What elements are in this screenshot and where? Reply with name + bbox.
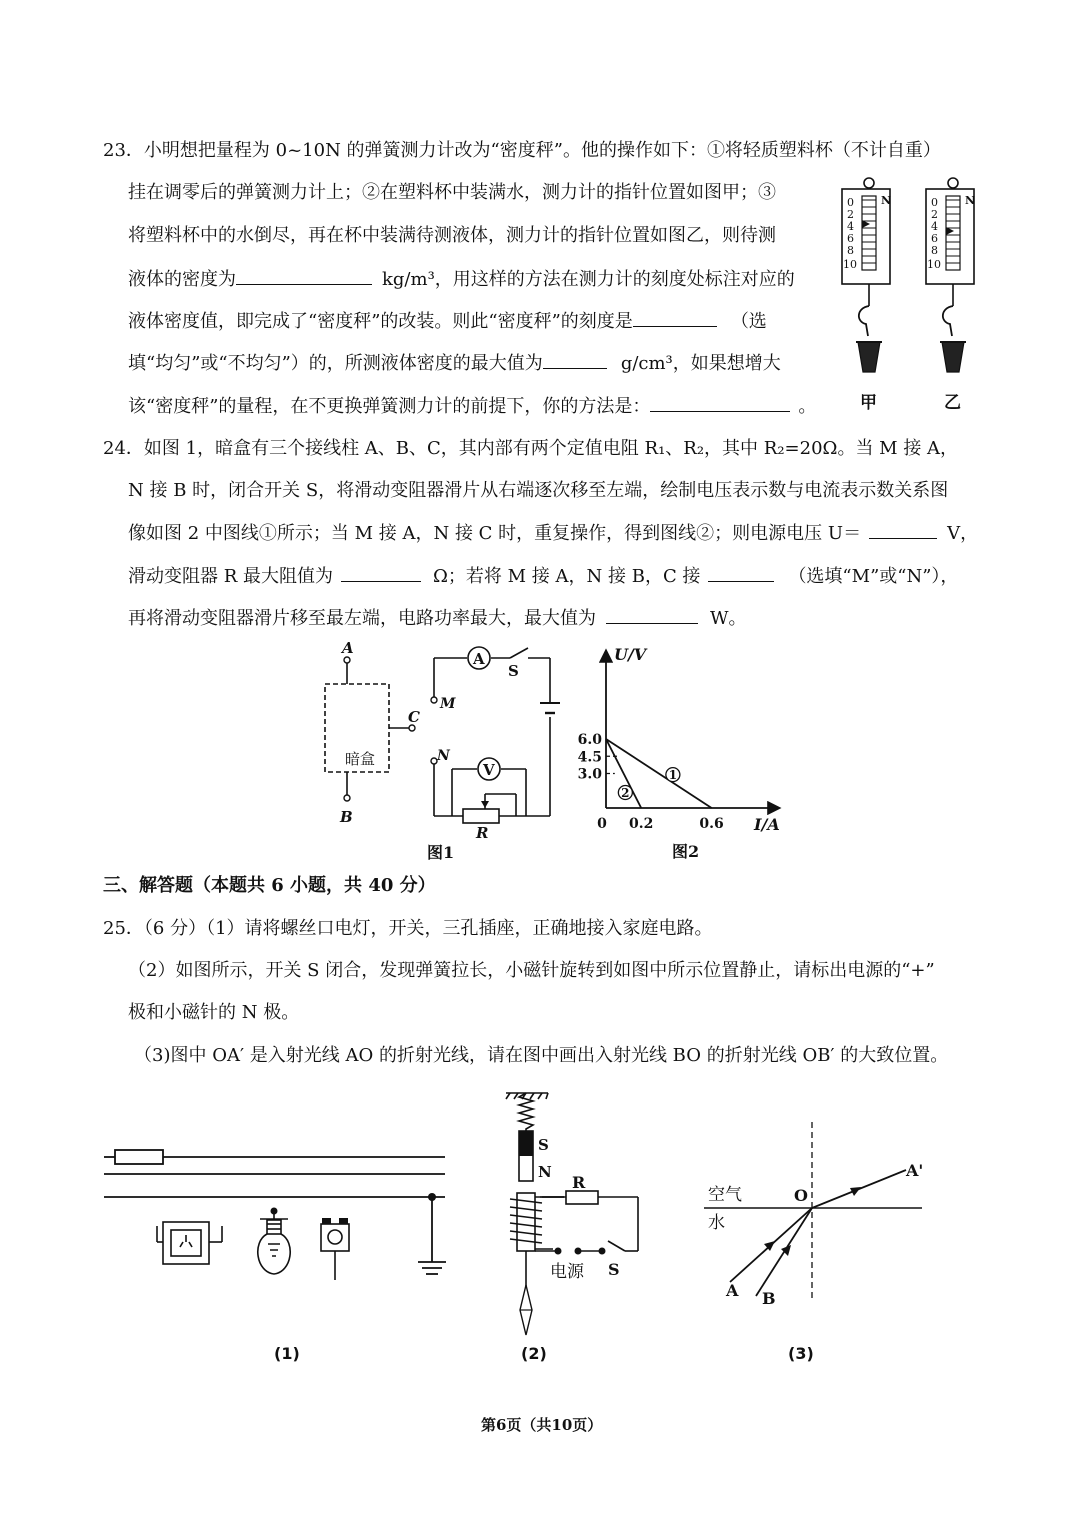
scale-jia-tick: 10	[843, 258, 857, 271]
x-tick-label: 0	[597, 816, 607, 832]
answer-blank-terminal[interactable]	[708, 567, 774, 582]
scale-yi-unit: N	[965, 194, 976, 207]
point-a-label: A	[726, 1281, 739, 1300]
scale-yi-tick: 6	[931, 232, 938, 245]
answer-blank-power[interactable]	[606, 609, 698, 624]
q23-line6-b: g/cm³，如果想增大	[620, 353, 781, 374]
x-tick-label: 0.2	[629, 816, 654, 832]
answer-blank-resistance[interactable]	[341, 567, 421, 582]
figure-2-caption: 图2	[672, 842, 700, 861]
terminal-m-label: M	[440, 696, 456, 712]
power-source-label: 电源	[550, 1262, 584, 1282]
q24-line3-b: V，	[947, 523, 979, 544]
series-label: 2	[621, 785, 630, 800]
y-tick-label: 4.5	[577, 749, 602, 766]
ammeter-symbol: A	[473, 650, 485, 668]
q23-line5	[128, 312, 767, 331]
x-axis-label: I/A	[754, 815, 780, 834]
q25-line3: 极和小磁针的 N 极。	[128, 1002, 300, 1023]
q24-line5-b: W。	[710, 608, 747, 629]
q24-line4-b: Ω；若将 M 接 A，N 接 B，C 接	[433, 566, 701, 587]
q25-line1: 25．（6 分）（1）请将螺丝口电灯，开关，三孔插座，正确地接入家庭电路。	[103, 918, 713, 939]
scale-jia-unit: N	[881, 194, 892, 207]
y-tick-label: 6.0	[577, 732, 602, 748]
q25-line4: （3)图中 OA′ 是入射光线 AO 的折射光线，请在图中画出入射光线 BO 的折射光线 OB′ 的大致位置。	[134, 1045, 949, 1066]
answer-blank-voltage[interactable]	[869, 524, 937, 539]
q23-line7-a: 该“密度秤”的量程，在不更换弹簧测力计的前提下，你的方法是：	[128, 396, 651, 417]
figure-caption-1: (1)	[274, 1344, 300, 1363]
q23-line7	[128, 397, 816, 416]
q23-line5-b: （选	[730, 311, 767, 332]
answer-blank-scale[interactable]	[633, 312, 717, 327]
section-3-heading: 三、解答题（本题共 6 小题，共 40 分）	[103, 875, 436, 896]
fig-label-yi: 乙	[944, 393, 961, 413]
q23-line3: 将塑料杯中的水倒尽，再在杯中装满待测液体，测力计的指针位置如图乙，则待测	[128, 225, 776, 246]
scale-yi-tick: 8	[931, 244, 938, 257]
magnet-n-label: N	[538, 1163, 552, 1181]
q23-line1: 23．小明想把量程为 0~10N 的弹簧测力计改为“密度秤”。他的操作如下：①将轻质塑料杯（不计自重）	[103, 140, 941, 161]
q23-line6	[128, 354, 781, 373]
q23-line2: 挂在调零后的弹簧测力计上；②在塑料杯中装满水，测力计的指针位置如图甲；③	[128, 182, 776, 203]
voltmeter-symbol: V	[483, 761, 495, 779]
wall-switch-icon	[321, 1224, 349, 1280]
screw-bulb-icon	[258, 1212, 290, 1274]
switch-s-label-fig2: S	[608, 1260, 620, 1279]
q24-line4-c: （选填“M”或“N”），	[788, 566, 959, 587]
terminal-n-label: N	[437, 748, 450, 764]
fig-label-jia: 甲	[860, 393, 877, 413]
spring-scale-jia	[836, 176, 906, 416]
scale-yi-tick: 10	[927, 258, 941, 271]
scale-jia-tick: 6	[847, 232, 854, 245]
page-footer: 第6页（共10页）	[481, 1416, 603, 1434]
q23-line4-a: 液体的密度为	[128, 269, 236, 290]
rheostat-r-label: R	[476, 824, 489, 842]
circuit-figure-1	[310, 638, 570, 868]
q24-line2: N 接 B 时，闭合开关 S，将滑动变阻器滑片从右端逐次移至左端，绘制电压表示数与电流表示数关系图	[128, 480, 949, 501]
refraction-figure	[700, 1120, 940, 1310]
answer-blank-method[interactable]	[650, 397, 790, 412]
q24-line5-a: 再将滑动变阻器滑片移至最左端，电路功率最大，最大值为	[128, 608, 596, 629]
point-b-label: B	[762, 1289, 776, 1308]
medium-air-label: 空气	[708, 1185, 742, 1205]
point-o-label: O	[794, 1186, 808, 1205]
electromagnet-figure	[488, 1085, 668, 1335]
q23-line6-a: 填“均匀”或“不均匀”）的，所测液体密度的最大值为	[128, 353, 543, 374]
q24-line3	[128, 524, 978, 543]
series-label: 1	[668, 768, 678, 783]
scale-yi-tick: 2	[931, 208, 938, 221]
q24-line5	[128, 609, 747, 628]
figure-caption-2: (2)	[521, 1344, 547, 1363]
spring-scale-yi	[920, 176, 990, 416]
y-axis-label: U/V	[614, 645, 647, 664]
q24-line1: 24．如图 1，暗盒有三个接线柱 A、B、C，其内部有两个定值电阻 R₁、R₂，其中 R₂=20Ω。当 M 接 A，	[103, 438, 959, 459]
scale-jia-tick: 0	[847, 196, 854, 209]
black-box-label: 暗盒	[345, 750, 376, 768]
q23-line4	[128, 270, 795, 289]
resistor-r-label: R	[572, 1173, 586, 1192]
magnet-s-label: S	[538, 1136, 549, 1154]
x-tick-label: 0.6	[699, 816, 724, 832]
medium-water-label: 水	[708, 1213, 725, 1233]
y-tick-label: 3.0	[577, 766, 602, 783]
scale-yi-tick: 0	[931, 196, 938, 209]
q24-line4-a: 滑动变阻器 R 最大阻值为	[128, 566, 333, 587]
q23-line7-b: 。	[798, 396, 817, 417]
q23-line5-a: 液体密度值，即完成了“密度秤”的改装。则此“密度秤”的刻度是	[128, 311, 633, 332]
figure-1-caption: 图1	[427, 843, 455, 862]
ui-graph-figure-2	[570, 640, 790, 870]
q24-line4	[128, 567, 958, 586]
q25-line2: （2）如图所示，开关 S 闭合，发现弹簧拉长，小磁针旋转到如图中所示位置静止，请标出电源的“+”	[128, 960, 935, 981]
terminal-c-label: C	[408, 708, 420, 726]
three-hole-socket-icon	[157, 1222, 222, 1264]
household-circuit-figure	[100, 1140, 460, 1290]
terminal-b-label: B	[340, 808, 353, 826]
scale-jia-tick: 2	[847, 208, 854, 221]
q23-line4-b: kg/m³，用这样的方法在测力计的刻度处标注对应的	[382, 269, 795, 290]
scale-jia-tick: 8	[847, 244, 854, 257]
terminal-a-label: A	[342, 639, 354, 657]
scale-yi-tick: 4	[931, 220, 938, 233]
point-a-prime-label: A'	[906, 1161, 924, 1180]
answer-blank-max-density[interactable]	[543, 354, 607, 369]
figure-caption-3: (3)	[788, 1344, 814, 1363]
answer-blank-density[interactable]	[236, 270, 372, 285]
scale-jia-tick: 4	[847, 220, 854, 233]
q24-line3-a: 像如图 2 中图线①所示；当 M 接 A，N 接 C 时，重复操作，得到图线②；则电源电压 U＝	[128, 523, 862, 544]
switch-s-label: S	[508, 662, 519, 680]
